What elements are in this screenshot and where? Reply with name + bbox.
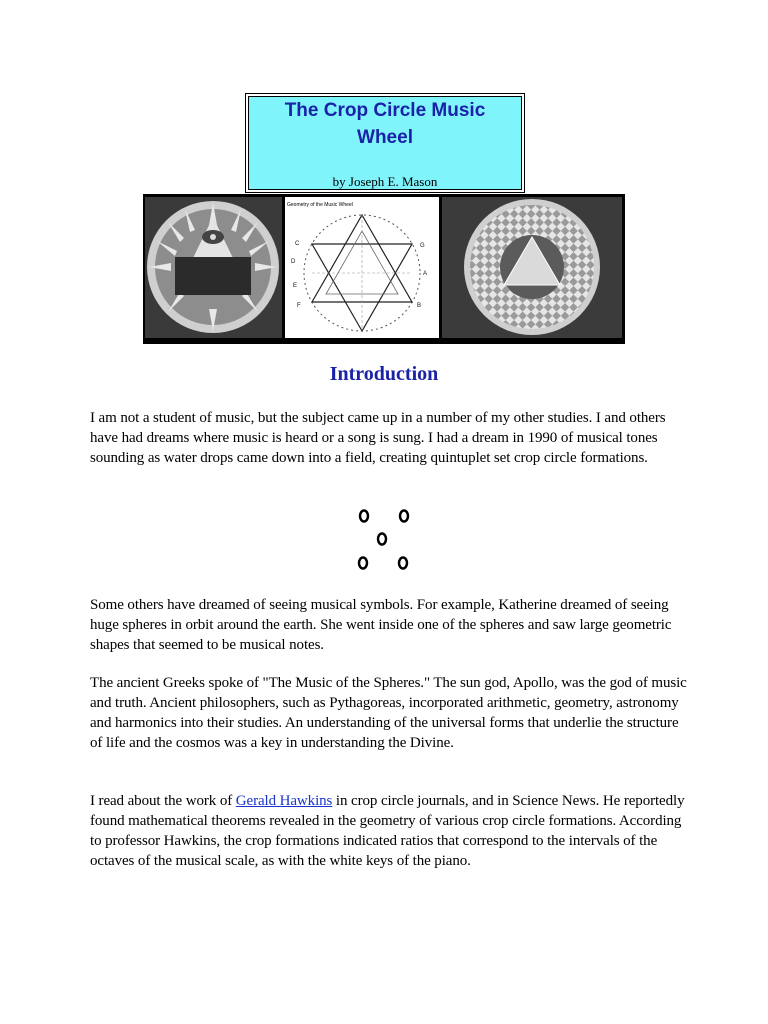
section-heading: Introduction <box>329 363 439 385</box>
crop-circle-photo-left <box>145 197 282 338</box>
crop-circle-photo-right <box>442 197 622 338</box>
gerald-hawkins-link[interactable]: Gerald Hawkins <box>235 793 333 809</box>
note-label: F <box>297 303 301 309</box>
diagram-heading: Geometry of the Music Wheel <box>287 202 353 208</box>
music-wheel-diagram <box>285 197 439 338</box>
note-label: C <box>295 241 300 247</box>
note-label: G <box>420 243 425 249</box>
photo-strip <box>143 194 625 344</box>
paragraph-4-text-start: I read about the work of <box>90 793 236 809</box>
paragraph-3: The ancient Greeks spoke of "The Music of the Spheres." The sun god, Apollo, was the god of music and truth. Ancient philosophers, such as Pythagoreas, incorporated arithmetic, geometry, astronomy and harmonics into their studies. An understanding of the universal forms that underlie the structure of life and the cosmos was a key in understanding the Divine. <box>90 675 687 751</box>
paragraph-2: Some others have dreamed of seeing musical symbols. For example, Katherine dreamed of seeing huge spheres in orbit around the earth. She went inside one of the spheres and saw large geometric shapes that seemed to be musical notes. <box>90 597 672 653</box>
paragraph-1: I am not a student of music, but the subject came up in a number of my other studies. I and others have had dreams where music is heard or a song is sung. I had a dream in 1990 of musical tones sounding as water drops came down into a field, creating quintuplet set crop circle formations. <box>90 410 666 466</box>
note-label: E <box>293 283 298 289</box>
title-line-1: The Crop Circle Music <box>284 100 486 121</box>
paragraph-4-text-end: in crop circle journals, and in Science News. He reportedly found mathematical theorems revealed in the geometry of various crop circle formations. According to professor Hawkins, the crop formations indicated ratios that correspond to the intervals of the octaves of the musical scale, as with the white keys of the piano. <box>90 793 685 869</box>
note-label: A <box>423 271 428 277</box>
quintuplet-circles-figure <box>352 506 416 577</box>
title-line-2: Wheel <box>357 127 413 148</box>
paragraph-4 <box>90 791 690 871</box>
title-box <box>245 93 525 193</box>
byline: by Joseph E. Mason <box>332 174 438 189</box>
note-label: B <box>417 303 422 309</box>
note-label: D <box>291 259 296 265</box>
